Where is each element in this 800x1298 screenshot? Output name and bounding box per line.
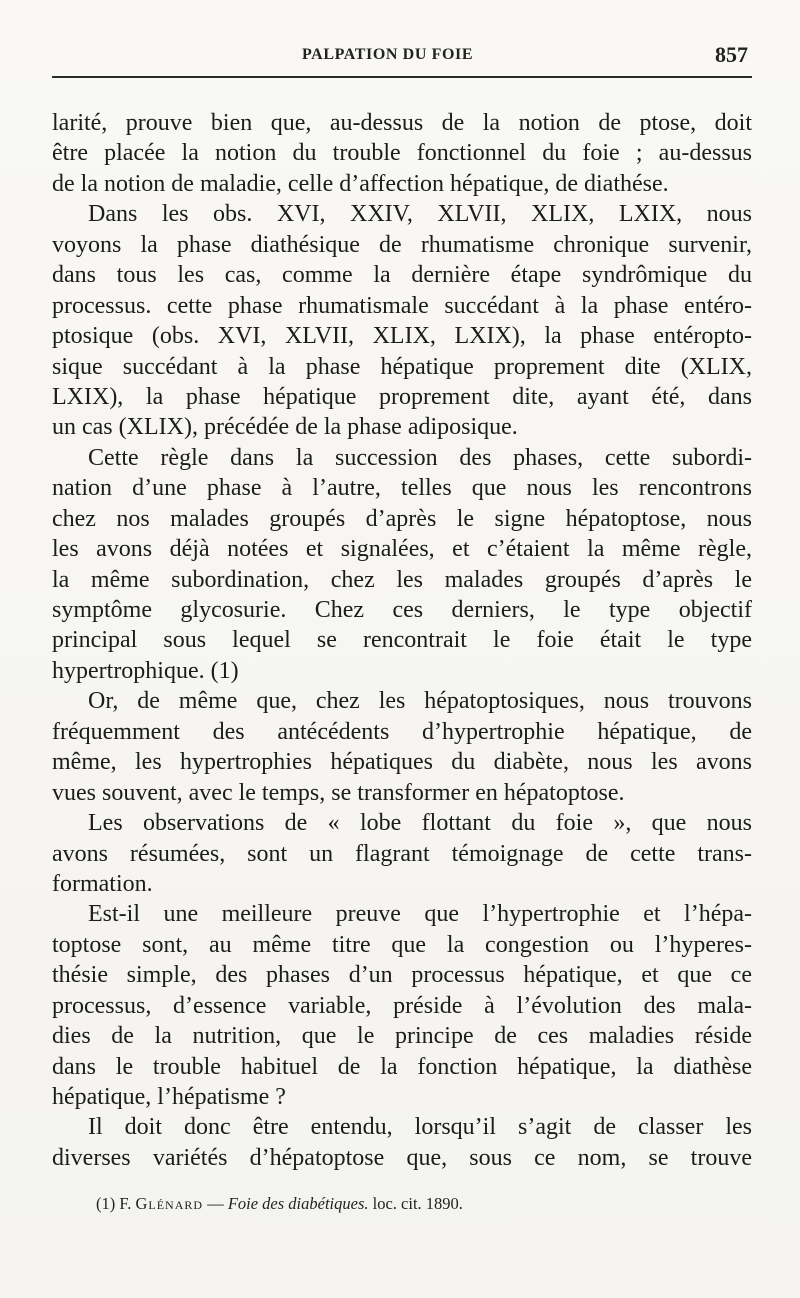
text-line: LXIX), la phase hépatique proprement dite, ayant été, dans: [52, 383, 752, 410]
text-line: un cas (XLIX), précédée de la phase adiposique.: [52, 414, 518, 441]
text-line: dies de la nutrition, que le principe de ces maladies réside: [52, 1023, 752, 1050]
text-line: Il doit donc être entendu, lorsqu’il s’agit de classer les: [88, 1114, 752, 1141]
text-line: les avons déjà notées et signalées, et c’étaient la même règle,: [52, 536, 752, 563]
text-line: thésie simple, des phases d’un processus hépatique, et que ce: [52, 962, 752, 989]
text-line: même, les hypertrophies hépatiques du diabète, nous les avons: [52, 749, 752, 776]
footnote-initial: F.: [119, 1194, 132, 1213]
text-line: avons résumées, sont un flagrant témoignage de cette trans-: [52, 840, 752, 867]
body-text: [52, 108, 752, 1173]
footnote-author: Glénard: [135, 1194, 204, 1213]
text-line: dans le trouble habituel de la fonction hépatique, la diathèse: [52, 1053, 752, 1080]
text-line: principal sous lequel se rencontrait le foie était le type: [52, 627, 752, 654]
text-line: diverses variétés d’hépatoptose que, sous ce nom, se trouve: [52, 1144, 752, 1171]
text-line: de la notion de maladie, celle d’affection hépatique, de diathése.: [52, 170, 669, 197]
text-line: chez nos malades groupés d’après le signe hépatoptose, nous: [52, 505, 752, 532]
text-line: Est-il une meilleure preuve que l’hypertrophie et l’hépa-: [88, 901, 752, 928]
text-line: formation.: [52, 870, 153, 897]
text-line: larité, prouve bien que, au-dessus de la notion de ptose, doit: [52, 110, 752, 136]
text-line: ptosique (obs. XVI, XLVII, XLIX, LXIX), la phase entéropto-: [52, 323, 752, 350]
text-line: processus. cette phase rhumatismale succédant à la phase entéro-: [52, 292, 752, 319]
text-line: être placée la notion du trouble fonctionnel du foie ; au-dessus: [52, 140, 752, 167]
page-number: 857: [715, 42, 748, 67]
text-line: sique succédant à la phase hépatique proprement dite (XLIX,: [52, 353, 752, 380]
text-line: Or, de même que, chez les hépatoptosiques, nous trouvons: [88, 688, 752, 715]
text-line: toptose sont, au même titre que la congestion ou l’hyperes-: [52, 931, 752, 958]
text-line: processus, d’essence variable, préside à l’évolution des mala-: [52, 992, 752, 1019]
text-line: Dans les obs. XVI, XXIV, XLVII, XLIX, LXIX, nous: [88, 201, 752, 228]
page-header: [52, 40, 752, 80]
text-line: fréquemment des antécédents d’hypertrophie hépatique, de: [52, 718, 752, 745]
running-title: PALPATION DU FOIE: [302, 46, 474, 63]
text-line: hypertrophique. (1): [52, 657, 239, 684]
text-line: Les observations de « lobe flottant du foie », que nous: [88, 810, 752, 837]
text-line: nation d’une phase à l’autre, telles que nous les rencontrons: [52, 475, 752, 502]
text-line: symptôme glycosurie. Chez ces derniers, le type objectif: [52, 597, 752, 623]
text-line: vues souvent, avec le temps, se transformer en hépatoptose.: [52, 779, 625, 806]
footnote-title: Foie des diabétiques.: [227, 1194, 369, 1213]
text-line: dans tous les cas, comme la dernière étape syndrômique du: [52, 262, 752, 289]
text-line: Cette règle dans la succession des phases, cette subordi-: [88, 444, 752, 471]
footnote: [96, 1194, 463, 1214]
footnote-reference: loc. cit. 1890.: [372, 1194, 463, 1213]
footnote-marker: (1): [96, 1194, 116, 1213]
text-line: la même subordination, chez les malades groupés d’après le: [52, 566, 752, 593]
header-rule: [52, 76, 752, 78]
text-line: voyons la phase diathésique de rhumatisme chronique survenir,: [52, 231, 752, 258]
text-line: hépatique, l’hépatisme ?: [52, 1084, 286, 1110]
footnote-dash: —: [207, 1194, 224, 1213]
